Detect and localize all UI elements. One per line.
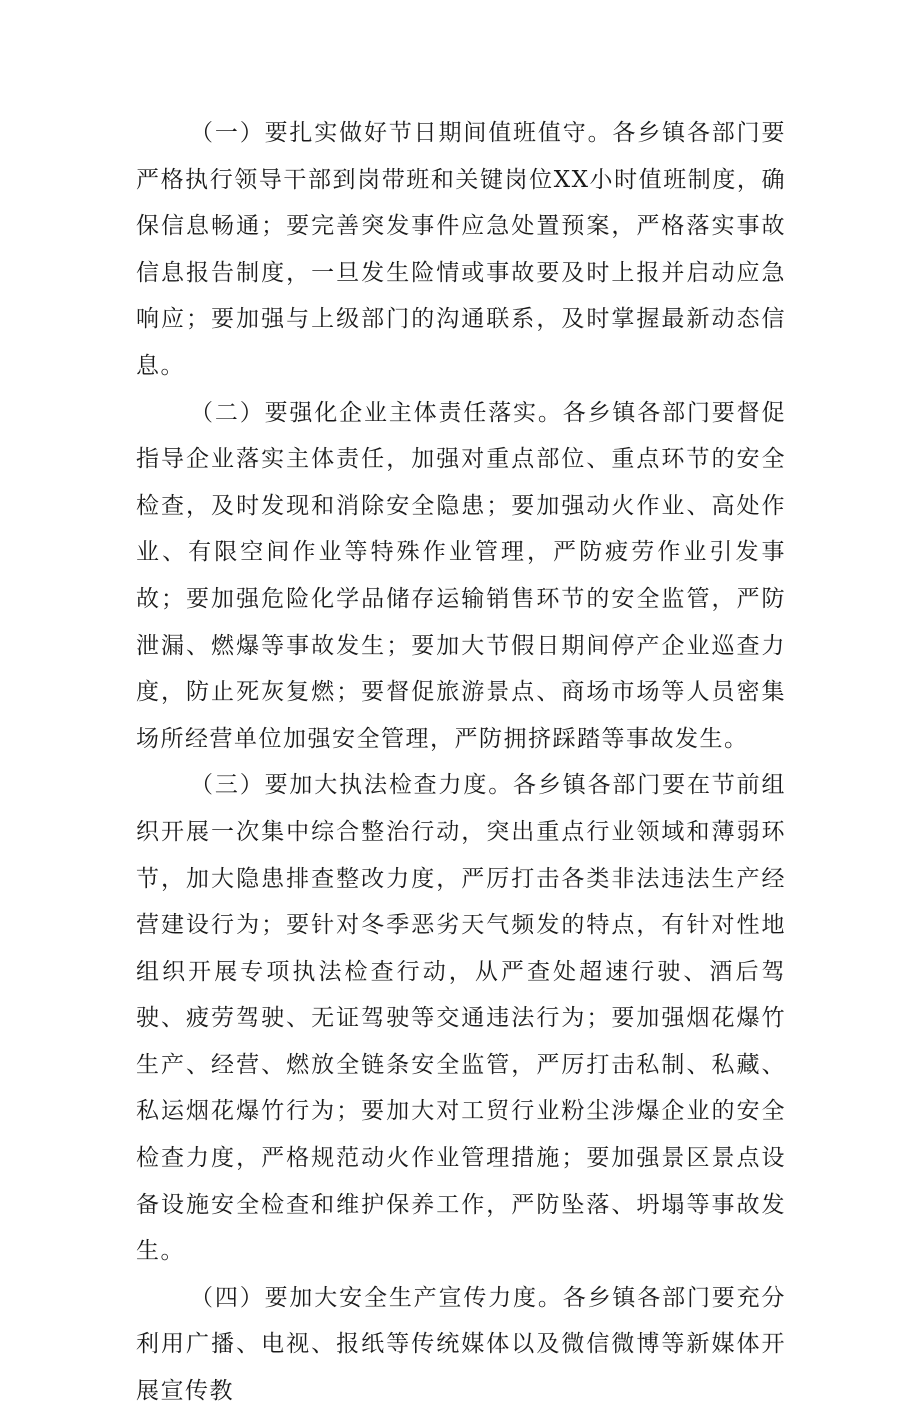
paragraph-law-enforcement: （三）要加大执法检查力度。各乡镇各部门要在节前组织开展一次集中综合整治行动，突出重点行业领域和薄弱环节，加大隐患排查整改力度，严厉打击各类非法违法生产经营建设行为；要针对冬季恶劣天气频发的特点，有针对性地组织开展专项执法检查行动，从严查处超速行驶、酒后驾驶、疲劳驾驶、无证驾驶等交通违法行为；要加强烟花爆竹生产、经营、燃放全链条安全监管，严厉打击私制、私藏、私运烟花爆竹行为；要加大对工贸行业粉尘涉爆企业的安全检查力度，严格规范动火作业管理措施；要加强景区景点设备设施安全检查和维护保养工作，严防坠落、坍塌等事故发生。 [136, 772, 786, 1265]
paragraph-safety-publicity: （四）要加大安全生产宣传力度。各乡镇各部门要充分利用广播、电视、报纸等传统媒体以及微信微博等新媒体开展宣传教 [136, 1284, 786, 1405]
paragraph-duty-watch: （一）要扎实做好节日期间值班值守。各乡镇各部门要严格执行领导干部到岗带班和关键岗位XX小时值班制度，确保信息畅通；要完善突发事件应急处置预案，严格落实事故信息报告制度，一旦发生险情或事故要及时上报并启动应急响应；要加强与上级部门的沟通联系，及时掌握最新动态信息。 [136, 120, 786, 379]
paragraph-enterprise-responsibility: （二）要强化企业主体责任落实。各乡镇各部门要督促指导企业落实主体责任，加强对重点部位、重点环节的安全检查，及时发现和消除安全隐患；要加强动火作业、高处作业、有限空间作业等特殊作业管理，严防疲劳作业引发事故；要加强危险化学品储存运输销售环节的安全监管，严防泄漏、燃爆等事故发生；要加大节假日期间停产企业巡查力度，防止死灰复燃；要督促旅游景点、商场市场等人员密集场所经营单位加强安全管理，严防拥挤踩踏等事故发生。 [136, 399, 786, 752]
